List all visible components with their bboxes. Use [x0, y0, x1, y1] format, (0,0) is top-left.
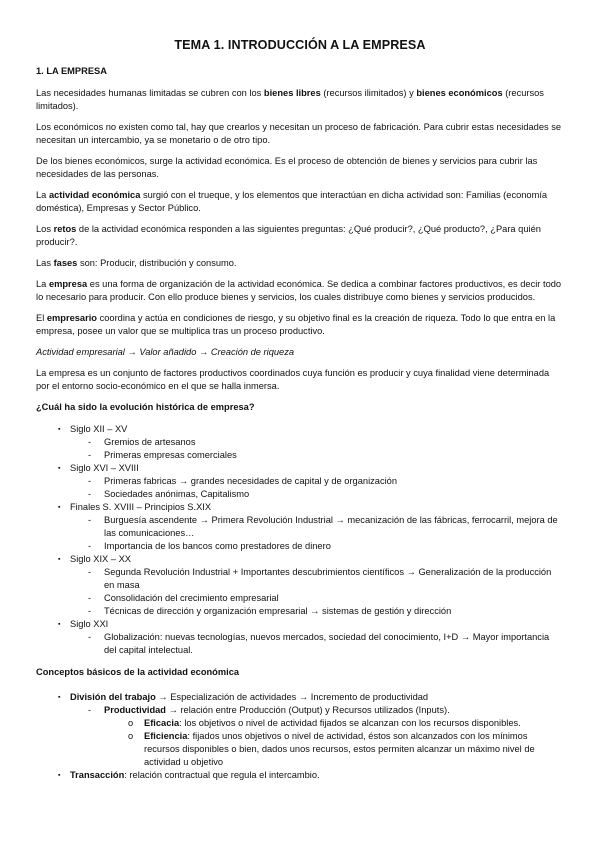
concept-text: → Especialización de actividades → Incremento de productividad — [155, 692, 429, 702]
intro-paragraphs — [36, 87, 564, 393]
history-period — [36, 501, 564, 514]
section-heading-la-empresa: 1. LA EMPRESA — [36, 66, 107, 76]
paragraph — [36, 346, 564, 359]
concept-term: Productividad — [104, 705, 166, 715]
history-sub-item-text: Primeras empresas comerciales — [104, 450, 237, 460]
history-sub-item — [36, 540, 564, 553]
circle-marker: o — [128, 718, 134, 728]
text-run: es una forma de organización de la actividad económica. Se dedica a combinar factores productivos, es decir todo lo necesario para producir. Con ello produce bienes y servicios, los cuales distribuye como bienes y servicios producidos. — [36, 279, 562, 302]
bold-term: empresa — [48, 279, 88, 289]
text-run: coordina y actúa en condiciones de riesgo, y su objetivo final es la creación de riqueza. Todo lo que entra en la empresa, posee un valor que se multiplica tras un proceso productivo. — [36, 313, 556, 336]
history-sub-item — [36, 592, 564, 605]
bold-term: fases — [53, 258, 78, 268]
text-run: Las — [36, 258, 54, 268]
text-run: de la actividad económica responden a las siguientes preguntas: ¿Qué producir?, ¿Qué producto?, ¿Para quién producir?. — [36, 224, 541, 247]
history-sub-item — [36, 631, 564, 657]
dash-marker: - — [88, 515, 92, 525]
text-run: La — [36, 279, 49, 289]
dash-marker: - — [88, 593, 92, 603]
history-sub-item-text: Técnicas de dirección y organización empresarial → sistemas de gestión y dirección — [104, 606, 452, 616]
history-period-label: Siglo XII – XV — [70, 424, 128, 434]
paragraph — [36, 278, 564, 304]
history-sub-item — [36, 475, 564, 488]
paragraph — [36, 87, 564, 113]
history-sub-item-text: Globalización: nuevas tecnologías, nuevos mercados, sociedad del conocimiento, I+D → Mayor importancia del capital intelectual. — [104, 632, 550, 655]
history-period-label: Finales S. XVIII – Principios S.XIX — [70, 502, 212, 512]
bullet-marker: ▪ — [58, 504, 61, 511]
concept-item-transaccion — [36, 769, 564, 782]
history-sub-item — [36, 514, 564, 540]
paragraph — [36, 155, 564, 181]
text-run: son: Producir, distribución y consumo. — [77, 258, 237, 268]
bullet-marker: ▪ — [58, 772, 61, 779]
text-run: De los bienes económicos, surge la actividad económica. Es el proceso de obtención de bienes y servicios para cubrir las necesidades de las personas. — [36, 156, 538, 179]
history-sub-item-text: Consolidación del crecimiento empresarial — [104, 593, 279, 603]
bold-term: empresario — [46, 313, 97, 323]
text-run: La — [36, 190, 49, 200]
bold-term: bienes libres — [263, 88, 321, 98]
text-run: La empresa es un conjunto de factores productivos coordinados cuya función es producir y cuya finalidad viene determinada por el entorno socio-económico en el que se halla inmersa. — [36, 368, 550, 391]
history-period — [36, 423, 564, 436]
document-page — [36, 38, 564, 791]
text-run: Actividad empresarial → Valor añadido → Creación de riqueza — [36, 347, 295, 357]
history-sub-item — [36, 566, 564, 592]
history-sub-item — [36, 436, 564, 449]
paragraph — [36, 223, 564, 249]
history-period-label: Siglo XIX – XX — [70, 554, 131, 564]
concept-term: Transacción — [70, 770, 125, 780]
text-run: (recursos limitados). — [36, 88, 544, 111]
history-sub-item — [36, 488, 564, 501]
text-run: surgió con el trueque, y los elementos que interactúan en dicha actividad son: Familias (economía doméstica), Empresas y Sector Público. — [36, 190, 548, 213]
circle-marker: o — [128, 731, 134, 741]
section-heading-evolucion: ¿Cuál ha sido la evolución histórica de empresa? — [36, 402, 255, 412]
bold-term: actividad económica — [48, 190, 141, 200]
history-sub-item — [36, 449, 564, 462]
history-period-label: Siglo XVI – XVIII — [70, 463, 139, 473]
concepts-list — [36, 691, 564, 782]
history-sub-item-text: Segunda Revolución Industrial + Importantes descubrimientos científicos → Generalización de la producción en masa — [104, 567, 552, 590]
text-run: El — [36, 313, 47, 323]
dash-marker: - — [88, 476, 92, 486]
history-sub-item-text: Primeras fabricas → grandes necesidades de capital y de organización — [104, 476, 398, 486]
history-sub-item-text: Sociedades anónimas, Capitalismo — [104, 489, 250, 499]
dash-marker: - — [88, 541, 92, 551]
page-title: TEMA 1. INTRODUCCIÓN A LA EMPRESA — [174, 38, 426, 52]
paragraph — [36, 367, 564, 393]
concept-text: : los objetivos o nivel de actividad fijados se alcanzan con los recursos disponibles. — [179, 718, 521, 728]
concept-term: Eficiencia — [144, 731, 188, 741]
history-sub-item-text: Gremios de artesanos — [104, 437, 196, 447]
concept-term: División del trabajo — [70, 692, 156, 702]
history-sub-item-text: Importancia de los bancos como prestadores de dinero — [104, 541, 331, 551]
dash-marker: - — [88, 632, 92, 642]
concept-item-eficacia — [36, 717, 564, 730]
bullet-marker: ▪ — [58, 465, 61, 472]
concept-text: : relación contractual que regula el intercambio. — [124, 770, 320, 780]
text-run: Las necesidades humanas limitadas se cubren con los — [36, 88, 264, 98]
paragraph — [36, 257, 564, 270]
dash-marker: - — [88, 705, 92, 715]
dash-marker: - — [88, 450, 92, 460]
concept-text: : fijados unos objetivos o nivel de actividad, éstos son alcanzados con los mínimos recursos disponibles o bien, dados unos recursos, estos permiten alcanzar un máximo nivel de actividad u objetivo — [144, 731, 535, 767]
text-run: Los económicos no existen como tal, hay que crearlos y necesitan un proceso de fabricación. Para cubrir estas necesidades se necesitan un intercambio, ya se monetario o de otro tipo. — [36, 122, 562, 145]
paragraph — [36, 189, 564, 215]
concept-item-productividad — [36, 704, 564, 717]
concept-term: Eficacia — [144, 718, 180, 728]
bold-term: retos — [53, 224, 77, 234]
history-period — [36, 553, 564, 566]
text-run: Los — [36, 224, 54, 234]
concept-item-eficiencia — [36, 730, 564, 769]
history-list — [36, 423, 564, 657]
history-period — [36, 462, 564, 475]
history-period-label: Siglo XXI — [70, 619, 109, 629]
dash-marker: - — [88, 437, 92, 447]
dash-marker: - — [88, 489, 92, 499]
concept-text: → relación entre Producción (Output) y Recursos utilizados (Inputs). — [166, 705, 450, 715]
dash-marker: - — [88, 606, 92, 616]
paragraph — [36, 312, 564, 338]
history-period — [36, 618, 564, 631]
bullet-marker: ▪ — [58, 426, 61, 433]
dash-marker: - — [88, 567, 92, 577]
history-sub-item — [36, 605, 564, 618]
concept-item-division — [36, 691, 564, 704]
paragraph — [36, 121, 564, 147]
bullet-marker: ▪ — [58, 694, 61, 701]
section-heading-conceptos: Conceptos básicos de la actividad económica — [36, 667, 240, 677]
history-sub-item-text: Burguesía ascendente → Primera Revolución Industrial → mecanización de las fábricas, ferrocarril, mejora de las comunicaciones… — [104, 515, 558, 538]
bullet-marker: ▪ — [58, 621, 61, 628]
bold-term: bienes económicos — [416, 88, 503, 98]
bullet-marker: ▪ — [58, 556, 61, 563]
text-run: (recursos ilimitados) y — [320, 88, 417, 98]
